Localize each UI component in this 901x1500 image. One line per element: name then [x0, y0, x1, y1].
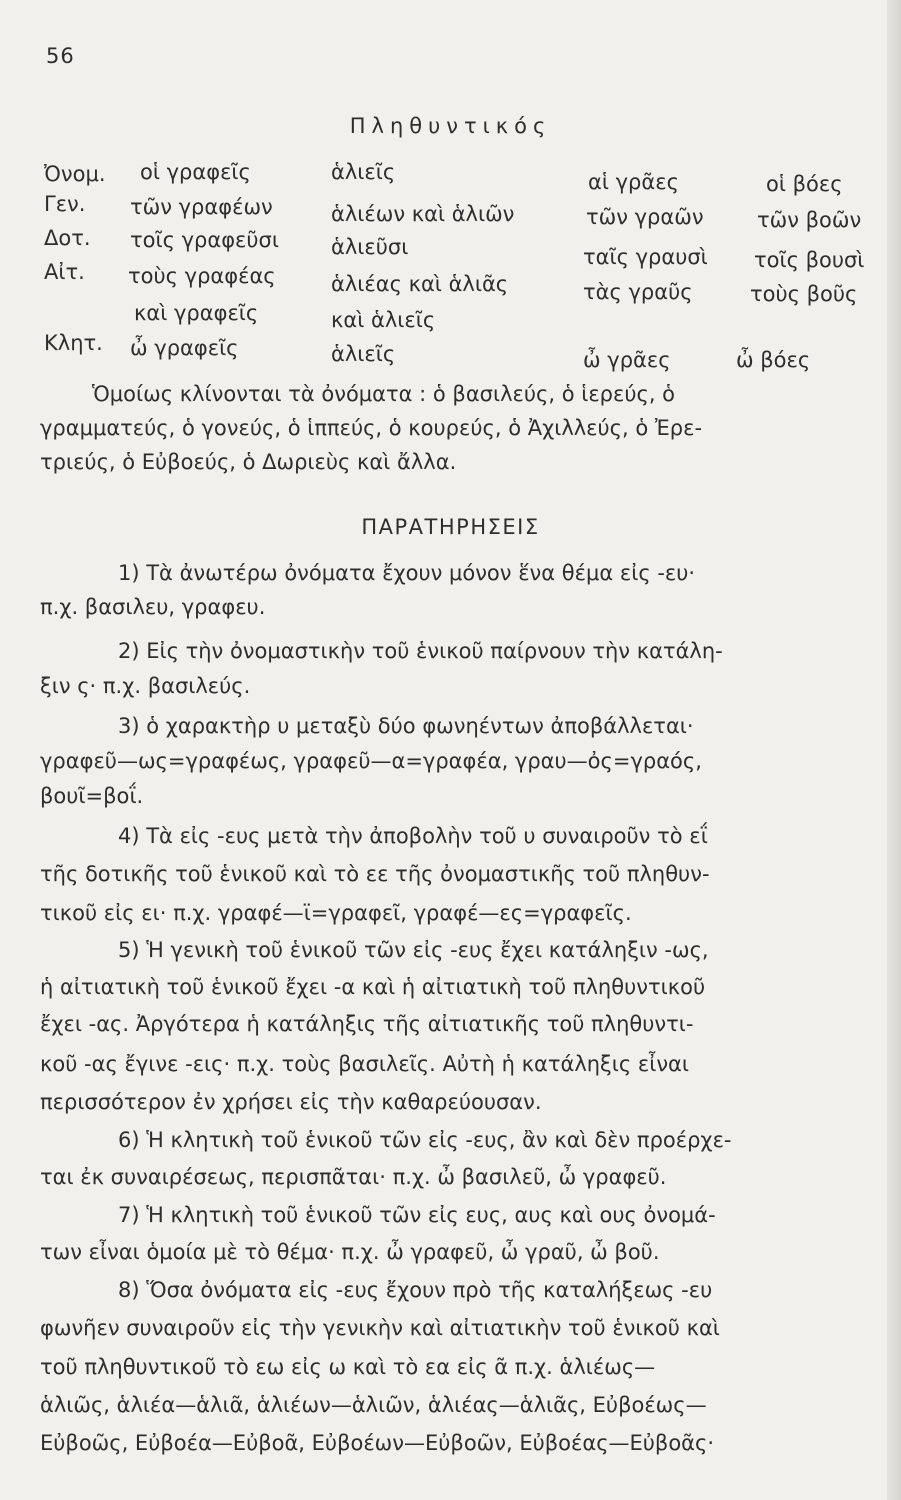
form-grafeus: τῶν γραφέων	[130, 195, 273, 219]
section-heading: Πληθυντικός	[349, 114, 552, 138]
page-edge-shadow	[887, 0, 901, 1500]
text-line: τικοῦ εἰς ει· π.χ. γραφέ—ϊ=γραφεῖ, γραφέ—ες=γραφεῖς.	[40, 901, 632, 925]
form-bous: τῶν βοῶν	[757, 208, 862, 232]
form-alieus: ἁλιεῖς	[331, 342, 396, 366]
text-line: φωνῆεν συναιροῦν εἰς τὴν γενικὴν καὶ αἰτιατικὴν τοῦ ἑνικοῦ καὶ	[40, 1316, 720, 1340]
case-label: Ὀνομ.	[44, 162, 106, 186]
text-line: ἡ αἰτιατικὴ τοῦ ἑνικοῦ ἔχει -α καὶ ἡ αἰτιατικὴ τοῦ πληθυντικοῦ	[40, 975, 706, 999]
form-grafeus: τοὺς γραφέας	[128, 264, 276, 288]
form-bous: τοῖς βουσὶ	[754, 248, 865, 272]
text-line: 5) Ἡ γενικὴ τοῦ ἑνικοῦ τῶν εἰς -ευς ἔχει κατάληξιν -ως,	[118, 938, 709, 962]
form-graus: ὦ γρᾶες	[583, 348, 671, 372]
form-grafeus: ὦ γραφεῖς	[130, 336, 239, 360]
form-bous: τοὺς βοῦς	[750, 282, 858, 306]
form-bous: οἱ βόες	[766, 172, 843, 196]
form-graus: τὰς γραῦς	[583, 280, 693, 304]
form-graus: τῶν γραῶν	[586, 205, 704, 229]
text-line: ἔχει -ας. Ἀργότερα ἡ κατάληξις τῆς αἰτιατικῆς τοῦ πληθυντι-	[40, 1012, 694, 1036]
text-line: των εἶναι ὁμοία μὲ τὸ θέμα· π.χ. ὦ γραφεῦ, ὦ γραῦ, ὦ βοῦ.	[40, 1240, 660, 1264]
text-line: π.χ. βασιλευ, γραφευ.	[40, 595, 266, 619]
form-graus: αἱ γρᾶες	[588, 170, 679, 194]
form-bous: ὦ βόες	[736, 348, 811, 372]
page-number: 56	[46, 44, 75, 68]
text-line: κοῦ -ας ἔγινε -εις· π.χ. τοὺς βασιλεῖς. Αὐτὴ ἡ κατάληξις εἶναι	[40, 1052, 690, 1076]
text-line: τριεύς, ὁ Εὐβοεύς, ὁ Δωριεὺς καὶ ἄλλα.	[40, 450, 457, 474]
text-line: 4) Τὰ εἰς -ευς μετὰ τὴν ἀποβολὴν τοῦ υ συναιροῦν τὸ εΐ	[118, 824, 708, 848]
text-line: γραμματεύς, ὁ γονεύς, ὁ ἱππεύς, ὁ κουρεύς, ὁ Ἀχιλλεύς, ὁ Ἐρε-	[40, 416, 703, 440]
text-line: Εὐβοῶς, Εὐβοέα—Εὐβοᾶ, Εὐβοέων—Εὐβοῶν, Εὐβοέας—Εὐβοᾶς·	[40, 1431, 715, 1455]
form-grafeus: οἱ γραφεῖς	[140, 160, 251, 184]
text-line: ξιν ς· π.χ. βασιλεύς.	[40, 674, 251, 698]
form-alieus: ἁλιεῖς	[331, 160, 396, 184]
form-grafeus: καὶ γραφεῖς	[134, 301, 259, 325]
case-label: Κλητ.	[44, 331, 103, 355]
case-label: Αἰτ.	[44, 260, 85, 284]
text-line: ἁλιῶς, ἁλιέα—ἁλιᾶ, ἁλιέων—ἁλιῶν, ἁλιέας—ἁλιᾶς, Εὐβοέως—	[40, 1393, 707, 1417]
remarks-heading: ΠΑΡΑΤΗΡΗΣΕΙΣ	[361, 515, 540, 539]
text-line: τῆς δοτικῆς τοῦ ἑνικοῦ καὶ τὸ εε τῆς ὀνομαστικῆς τοῦ πληθυν-	[40, 862, 710, 886]
case-label: Δοτ.	[44, 226, 91, 250]
text-line: 3) ὁ χαρακτὴρ υ μεταξὺ δύο φωνηέντων ἀποβάλλεται·	[118, 714, 694, 738]
text-line: βουῖ=βοΐ.	[40, 784, 144, 808]
text-line: τοῦ πληθυντικοῦ τὸ εω εἰς ω καὶ τὸ εα εἰς ᾶ π.χ. ἁλιέως—	[40, 1355, 656, 1379]
form-alieus: ἁλιέων καὶ ἁλιῶν	[331, 202, 515, 226]
text-line: 8) Ὅσα ὀνόματα εἰς -ευς ἔχουν πρὸ τῆς καταλήξεως -ευ	[118, 1278, 713, 1302]
text-line: ται ἐκ συναιρέσεως, περισπᾶται· π.χ. ὦ βασιλεῦ, ὦ γραφεῦ.	[40, 1165, 667, 1189]
text-line: 7) Ἡ κλητικὴ τοῦ ἑνικοῦ τῶν εἰς ευς, αυς καὶ ους ὀνομά-	[118, 1203, 716, 1227]
case-label: Γεν.	[44, 192, 86, 216]
form-alieus: ἁλιέας καὶ ἁλιᾶς	[331, 272, 509, 296]
form-alieus: ἁλιεῦσι	[331, 235, 409, 259]
form-alieus: καὶ ἁλιεῖς	[331, 308, 436, 332]
text-line: γραφεῦ—ως=γραφέως, γραφεῦ—α=γραφέα, γραυ—ὀς=γραός,	[40, 749, 702, 773]
text-line: 6) Ἡ κλητικὴ τοῦ ἑνικοῦ τῶν εἰς -ευς, ἂν καὶ δὲν προέρχε-	[118, 1128, 732, 1152]
text-line: Ὁμοίως κλίνονται τὰ ὀνόματα : ὁ βασιλεύς, ὁ ἱερεύς, ὁ	[92, 382, 676, 406]
text-line: 2) Εἰς τὴν ὀνομαστικὴν τοῦ ἑνικοῦ παίρνουν τὴν κατάλη-	[118, 639, 723, 663]
text-line: 1) Τὰ ἀνωτέρω ὀνόματα ἔχουν μόνον ἕνα θέμα εἰς -ευ·	[118, 561, 696, 585]
form-graus: ταῖς γραυσὶ	[583, 245, 708, 269]
text-line: περισσότερον ἐν χρήσει εἰς τὴν καθαρεύουσαν.	[40, 1090, 542, 1114]
form-grafeus: τοῖς γραφεῦσι	[130, 228, 279, 252]
